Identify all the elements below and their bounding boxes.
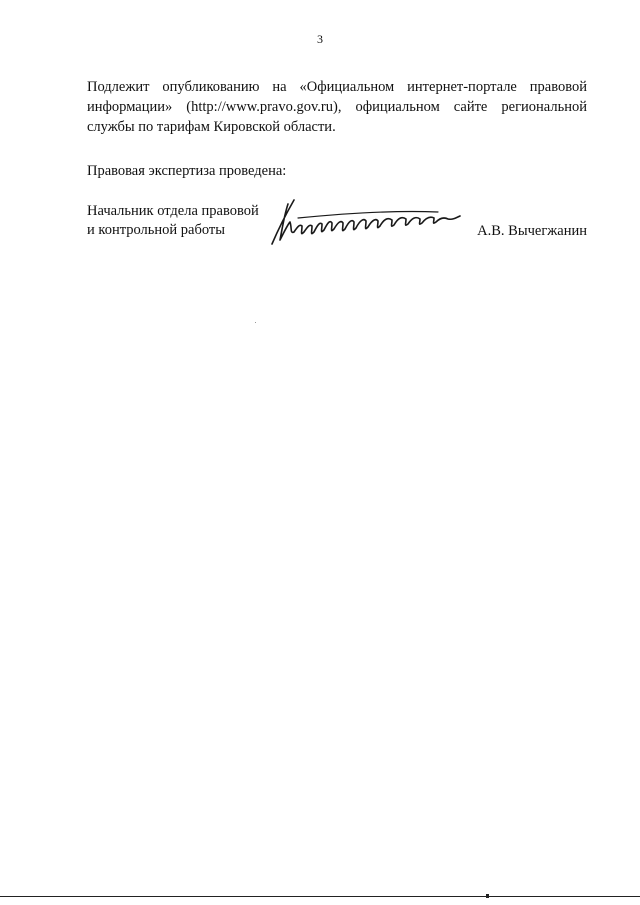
handwritten-signature xyxy=(268,196,464,248)
signer-position-line: Начальник отдела правовой xyxy=(87,203,259,219)
bottom-mark xyxy=(486,894,489,898)
publication-note-line: информации» (http://www.pravo.gov.ru), официальном сайте региональной xyxy=(87,99,587,115)
scan-speck xyxy=(255,322,256,323)
bottom-rule xyxy=(0,896,640,897)
publication-note xyxy=(87,77,587,137)
signer-name: А.В. Вычегжанин xyxy=(477,223,587,239)
page-number: 3 xyxy=(317,32,323,46)
publication-note-line: Подлежит опубликованию на «Официальном интернет-портале правовой xyxy=(87,79,587,95)
publication-note-line: службы по тарифам Кировской области. xyxy=(87,119,336,135)
signer-position xyxy=(87,202,259,240)
signer-position-line: и контрольной работы xyxy=(87,222,225,238)
legal-review-line: Правовая экспертиза проведена: xyxy=(87,163,287,179)
